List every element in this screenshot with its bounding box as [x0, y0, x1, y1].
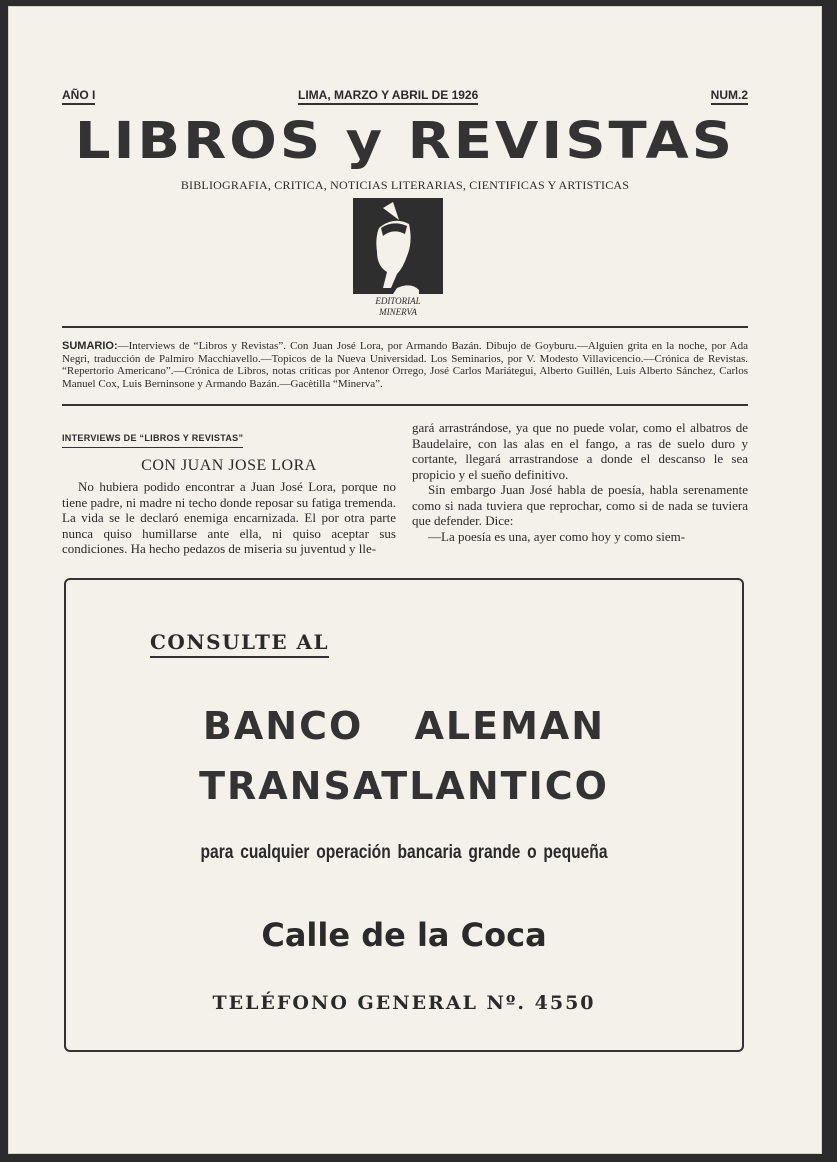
- divider-bottom: [62, 404, 748, 406]
- section-label: INTERVIEWS DE “LIBROS Y REVISTAS”: [62, 431, 243, 448]
- header-line: [62, 86, 748, 106]
- logo-caption: [353, 296, 443, 318]
- article-title: CON JUAN JOSE LORA: [141, 456, 317, 474]
- minerva-head-icon: [353, 198, 443, 294]
- article-paragraph: No hubiera podido encontrar a Juan José Lora, porque no tiene padre, ni madre ni techo donde reposar su fatiga tremenda. La vida se le declaró enemiga encarnizada. El por otra parte nunca quiso humillarse ante ella, ni quiso aceptar sus condiciones. Ha hecho pedazos de miseria su juventud y lle-: [62, 479, 396, 556]
- summary-text: —Interviews de “Libros y Revistas”. Con Juan José Lora, por Armando Bazán. Dibujo de Goyburu.—Alguien grita en la noche, por Ada Negri, traducción de Palmiro Macchiavello.—Topicos de la Nueva Universidad. Los Seminarios, por V. Modesto Villavicencio.—Crónica de Revistas. “Repertorio Americano”.—Crónica de Libros, notas críticas por Antenor Orrego, José Carlos Mariátegui, Alberto Guillén, Luis Alberto Sánchez, Carlos Manuel Cox, Luis Berninsone y Armando Bazán.—Gacètilla “Minerva”.: [62, 340, 748, 390]
- summary-block: [62, 340, 748, 390]
- masthead-subtitle: BIBLIOGRAFIA, CRITICA, NOTICIAS LITERARIAS, CIENTIFICAS Y ARTISTICAS: [180, 178, 630, 192]
- ad-address: Calle de la Coca: [261, 916, 547, 954]
- ad-bank-name-line-2: TRANSATLANTICO: [199, 764, 609, 808]
- article-paragraph: —La poesía es una, ayer como hoy y como siem-: [428, 528, 686, 544]
- ad-bank-name-line-1: BANCO ALEMAN: [202, 704, 606, 748]
- logo-caption-minerva: MINERVA: [379, 307, 417, 317]
- ad-tagline: para cualquier operación bancaria grande o pequeña: [200, 842, 608, 863]
- logo-caption-editorial: EDITORIAL: [375, 296, 421, 306]
- bank-advertisement: [64, 578, 744, 1052]
- date-label: LIMA, MARZO Y ABRIL DE 1926: [298, 88, 478, 105]
- divider-top: [62, 326, 748, 328]
- summary-label: SUMARIO:: [62, 340, 118, 352]
- year-label: AÑO I: [62, 88, 95, 105]
- article-left-column: [62, 429, 396, 557]
- newspaper-page: [8, 6, 822, 1154]
- issue-number: NUM.2: [711, 88, 748, 105]
- ad-consulte: CONSULTE AL: [150, 630, 329, 658]
- article-paragraph: Sin embargo Juan José habla de poesía, habla serenamente como si nada tuviera que reprochar, como si de nada se tuviera que defender. Dice:: [412, 482, 748, 528]
- article-right-column: [412, 420, 748, 544]
- masthead-title: LIBROS y REVISTAS: [74, 112, 736, 171]
- editorial-logo: [353, 198, 443, 324]
- ad-phone: TELÉFONO GENERAL Nº. 4550: [212, 992, 596, 1014]
- article-paragraph: gará arrastrándose, ya que no puede volar, como el albatros de Baudelaire, con las alas en el fango, a ras de suelo duro y cortante, llegará arrastrandose a donde el descanso le sea propicio y el sueño definitivo.: [412, 420, 748, 482]
